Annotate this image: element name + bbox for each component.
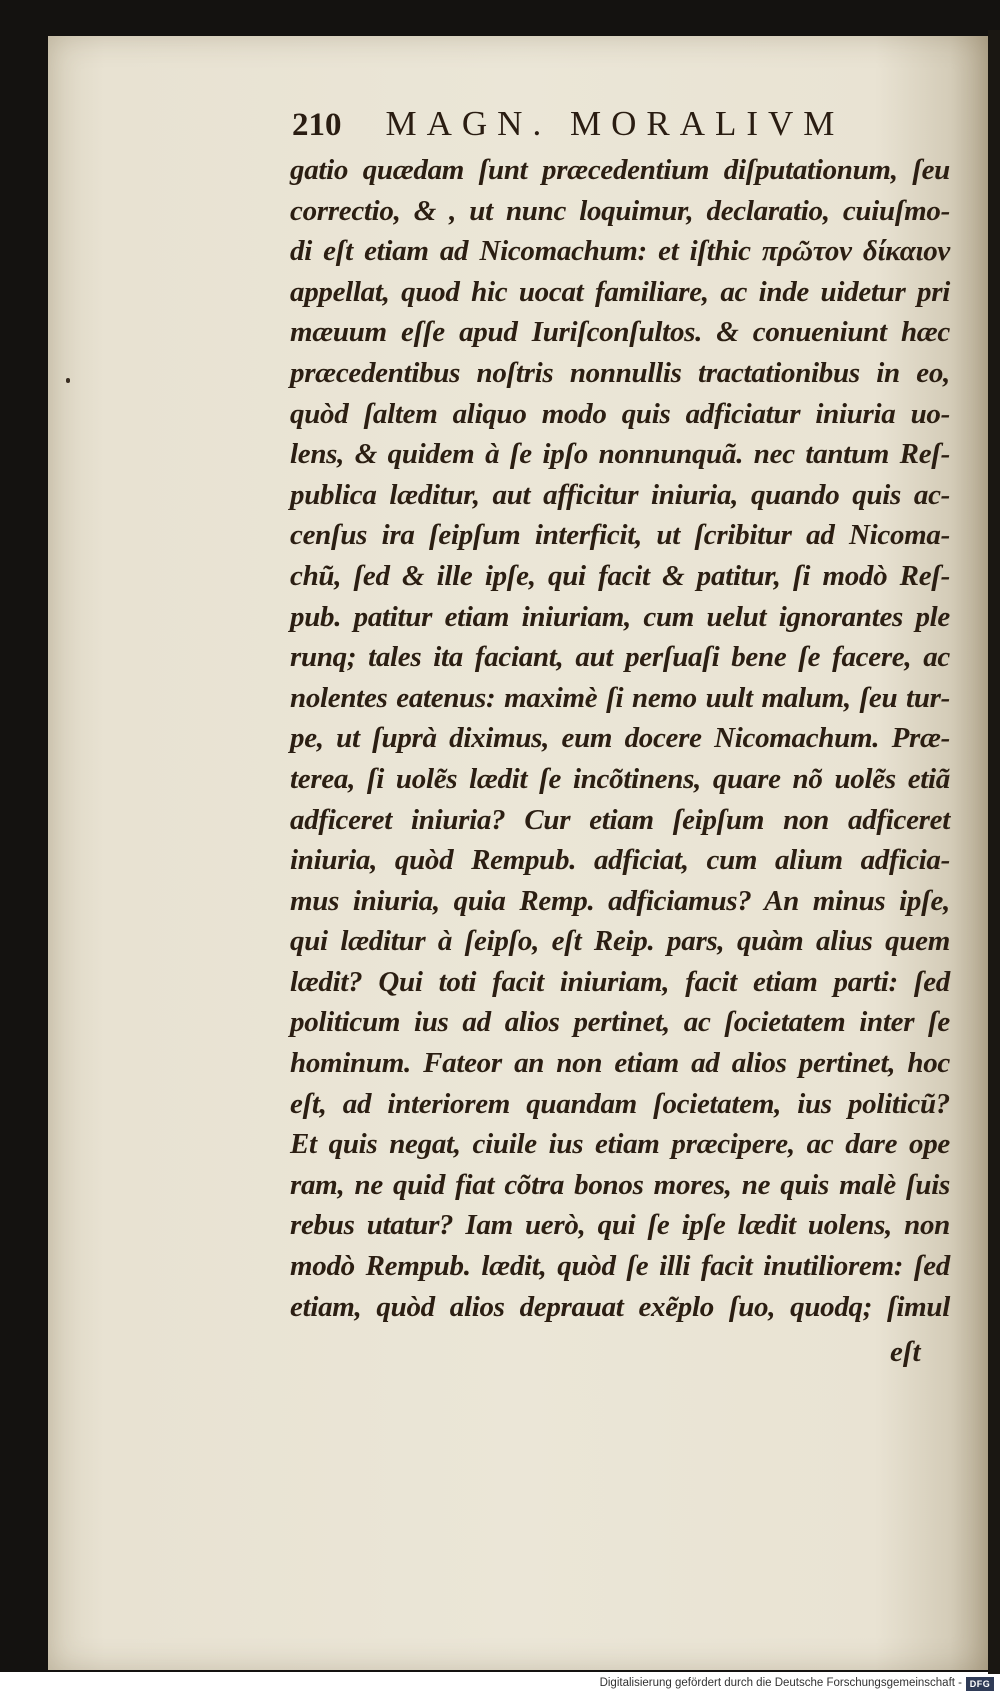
text-line: qui læditur à ſeipſo, eſt Reip. pars, quàm alius quem [290,925,950,958]
running-head: MAGN. MORALIVM [385,104,845,143]
text-line: præcedentibus noſtris nonnullis tractationibus in eo, [290,356,950,389]
catchword: eſt [890,1336,921,1368]
text-line: ram, ne quid fiat cõtra bonos mores, ne quis malè ſuis [290,1168,950,1201]
page-header [292,104,942,144]
text-line: modò Rempub. lædit, quòd ſe illi facit inutiliorem: ſed [290,1250,950,1283]
text-line: gatio quædam ſunt præcedentium diſputationum, ſeu [290,154,950,186]
page-edge-shadow [988,30,1000,1675]
text-line: nolentes eatenus: maximè ſi nemo uult malum, ſeu tur- [290,681,950,714]
footer-bar [0,1674,1000,1696]
text-line: Et quis negat, ciuile ius etiam præcipere, ac dare ope [290,1128,950,1161]
text-line: di eſt etiam ad Nicomachum: et iſthic πρῶτον δίκαιον [290,235,950,268]
text-line: chũ, ſed & ille ipſe, qui facit & patitur, ſi modò Reſ- [290,559,950,592]
text-line: lens, & quidem à ſe ipſo nonnunquã. nec tantum Reſ- [290,438,950,471]
text-line: cenſus ira ſeipſum interficit, ut ſcribitur ad Nicoma- [290,519,950,552]
text-line: mus iniuria, quia Remp. adficiamus? An minus ipſe, [290,884,950,917]
dfg-logo: DFG [966,1677,994,1691]
body-text [290,150,950,1327]
text-line: mæuum eſſe apud Iuriſconſultos. & conueniunt hæc [290,316,950,349]
text-line: runq; tales ita faciant, aut perſuaſi bene ſe facere, ac [290,641,950,674]
text-line: eſt, ad interiorem quandam ſocietatem, ius politicũ? [290,1087,950,1120]
text-line: appellat, quod hic uocat familiare, ac inde uidetur pri [290,275,950,308]
text-line: rebus utatur? Iam uerò, qui ſe ipſe lædit uolens, non [290,1209,950,1242]
text-line: quòd ſaltem aliquo modo quis adficiatur iniuria uo- [290,397,950,430]
text-line: hominum. Fateor an non etiam ad alios pertinet, hoc [290,1047,950,1080]
funding-credit: Digitalisierung gefördert durch die Deutsche Forschungsgemeinschaft - [599,1677,962,1689]
text-line: politicum ius ad alios pertinet, ac ſocietatem inter ſe [290,1006,950,1039]
text-line: etiam, quòd alios deprauat exẽplo ſuo, quodq; ſimul [290,1290,950,1323]
text-line: correctio, & , ut nunc loquimur, declaratio, cuiuſmo- [290,194,950,227]
text-line: iniuria, quòd Rempub. adficiat, cum alium adficia- [290,844,950,877]
text-line: adficeret iniuria? Cur etiam ſeipſum non adficeret [290,803,950,836]
page-number: 210 [292,107,342,143]
text-line: terea, ſi uolẽs lædit ſe incõtinens, quare nõ uolẽs etiã [290,762,950,795]
text-line: lædit? Qui toti facit iniuriam, facit etiam parti: ſed [290,965,950,998]
text-line: publica læditur, aut afficitur iniuria, quando quis ac- [290,478,950,511]
text-line: pub. patitur etiam iniuriam, cum uelut ignorantes ple [290,600,950,633]
text-line: pe, ut ſuprà diximus, eum docere Nicomachum. Præ- [290,722,950,755]
margin-speck [66,378,70,383]
